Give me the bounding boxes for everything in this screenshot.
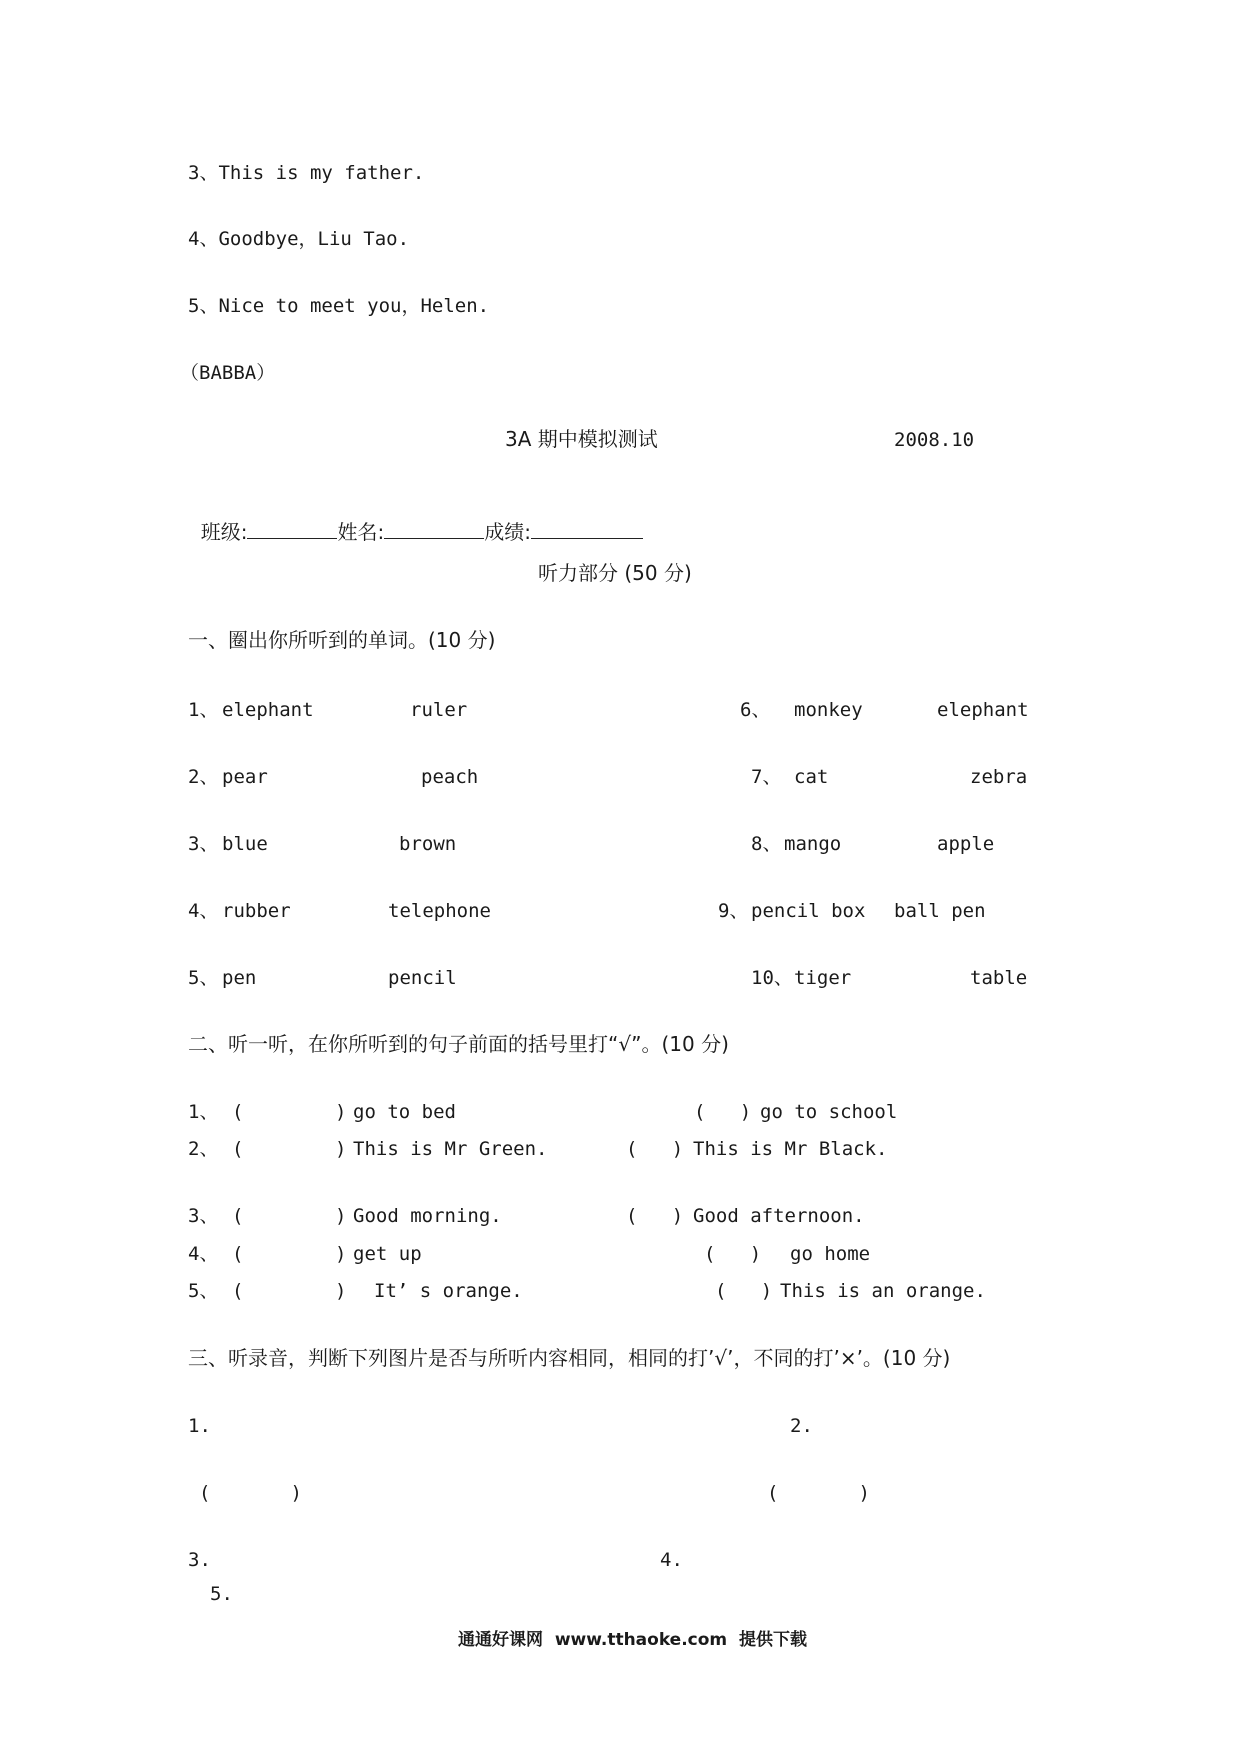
s2-row1-left-bracket[interactable]: ( ) [232, 1101, 347, 1123]
score-label: 成绩: [484, 520, 531, 544]
class-blank[interactable] [247, 518, 337, 539]
s1-row2-left-num: 2、 [188, 766, 219, 788]
s2-row5-left-bracket[interactable]: ( ) [232, 1280, 347, 1302]
student-info-line [188, 494, 643, 544]
section1-heading: 一、圈出你所听到的单词。(10 分) [188, 628, 496, 652]
class-label: 班级: [200, 520, 248, 544]
s1-row1-left-b[interactable]: ruler [410, 699, 468, 721]
s2-row1-right-text: go to school [760, 1101, 898, 1123]
s1-row3-left-b[interactable]: brown [399, 833, 457, 855]
s2-row3-left-text: Good morning. [353, 1205, 502, 1227]
score-blank[interactable] [531, 518, 643, 539]
s1-row4-left-num: 4、 [188, 900, 219, 922]
s1-row4-right-b[interactable]: ball pen [894, 900, 986, 922]
s1-row3-right-b[interactable]: apple [937, 833, 995, 855]
s3-item-1: 1. [188, 1415, 211, 1437]
answer-key: （BABBA） [180, 362, 276, 384]
s1-row5-left-b[interactable]: pencil [388, 967, 457, 989]
s1-row1-right-num: 6、 [740, 699, 771, 721]
s2-row2-left-text: This is Mr Green. [353, 1138, 548, 1160]
s2-row5-right-bracket[interactable]: ( ) [715, 1280, 773, 1302]
intro-line-4: 4、Goodbye，Liu Tao. [188, 228, 410, 250]
s2-row2-right-bracket[interactable]: ( ) [626, 1138, 684, 1160]
section2-heading: 二、听一听，在你所听到的句子前面的括号里打“√”。(10 分) [188, 1032, 729, 1056]
s1-row5-right-num: 10、 [751, 967, 793, 989]
s2-row5-right-text: This is an orange. [780, 1280, 986, 1302]
s2-row1-num: 1、 [188, 1101, 219, 1123]
s1-row4-left-a[interactable]: rubber [222, 900, 291, 922]
s2-row2-right-text: This is Mr Black. [693, 1138, 888, 1160]
s2-row1-left-text: go to bed [353, 1101, 456, 1123]
s1-row4-left-b[interactable]: telephone [388, 900, 491, 922]
s1-row2-right-a[interactable]: cat [794, 766, 829, 788]
s2-row2-left-bracket[interactable]: ( ) [232, 1138, 347, 1160]
s1-row1-right-a[interactable]: monkey [794, 699, 863, 721]
test-date: 2008.10 [894, 429, 975, 451]
s1-row3-right-a[interactable]: mango [784, 833, 842, 855]
s1-row3-right-num: 8、 [751, 833, 782, 855]
s2-row4-num: 4、 [188, 1243, 219, 1265]
s1-row1-right-b[interactable]: elephant [937, 699, 1029, 721]
name-label: 姓名: [337, 520, 385, 544]
s2-row4-left-bracket[interactable]: ( ) [232, 1243, 347, 1265]
s1-row2-right-num: 7、 [751, 766, 782, 788]
listening-heading: 听力部分 (50 分) [538, 561, 692, 585]
s3-item-3: 3. [188, 1549, 211, 1571]
intro-line-3: 3、This is my father. [188, 162, 425, 184]
s2-row3-num: 3、 [188, 1205, 219, 1227]
s1-row4-right-a[interactable]: pencil box [751, 900, 866, 922]
s1-row5-right-a[interactable]: tiger [794, 967, 852, 989]
test-title: 3A 期中模拟测试 [505, 427, 658, 451]
s1-row3-left-a[interactable]: blue [222, 833, 268, 855]
s3-bracket-2[interactable]: ( ) [767, 1482, 870, 1504]
s1-row5-left-num: 5、 [188, 967, 219, 989]
s2-row1-right-bracket[interactable]: ( ) [694, 1101, 752, 1123]
s2-row5-num: 5、 [188, 1280, 219, 1302]
s2-row4-right-bracket[interactable]: ( ) [704, 1243, 762, 1265]
s1-row2-left-a[interactable]: pear [222, 766, 268, 788]
s1-row5-left-a[interactable]: pen [222, 967, 257, 989]
s2-row4-left-text: get up [353, 1243, 422, 1265]
s1-row2-right-b[interactable]: zebra [970, 766, 1028, 788]
s2-row3-left-bracket[interactable]: ( ) [232, 1205, 347, 1227]
name-blank[interactable] [384, 518, 484, 539]
s2-row4-right-text: go home [790, 1243, 871, 1265]
s1-row1-left-num: 1、 [188, 699, 219, 721]
s2-row5-left-text: It’ s orange. [374, 1280, 523, 1302]
s3-bracket-1[interactable]: ( ) [199, 1482, 302, 1504]
s2-row3-right-bracket[interactable]: ( ) [626, 1205, 684, 1227]
s3-item-5: 5. [210, 1583, 233, 1605]
s3-item-2: 2. [790, 1415, 813, 1437]
s1-row4-right-num: 9、 [718, 900, 749, 922]
s1-row2-left-b[interactable]: peach [421, 766, 479, 788]
s2-row3-right-text: Good afternoon. [693, 1205, 865, 1227]
s1-row3-left-num: 3、 [188, 833, 219, 855]
s1-row5-right-b[interactable]: table [970, 967, 1028, 989]
intro-line-5: 5、Nice to meet you，Helen. [188, 295, 490, 317]
footer-text: 通通好课网 www.tthaoke.com 提供下载 [458, 1630, 807, 1650]
s3-item-4: 4. [660, 1549, 683, 1571]
s2-row2-num: 2、 [188, 1138, 219, 1160]
section3-heading: 三、听录音，判断下列图片是否与所听内容相同，相同的打’√’，不同的打’×’。(10 分) [188, 1346, 951, 1370]
s1-row1-left-a[interactable]: elephant [222, 699, 314, 721]
